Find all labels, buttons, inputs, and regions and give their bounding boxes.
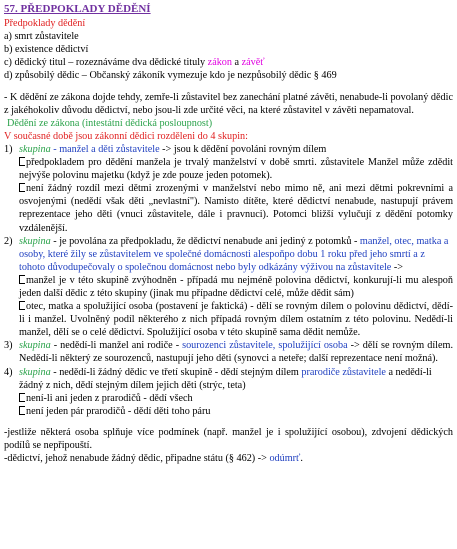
group-number: 2) bbox=[4, 235, 13, 247]
prereq-item-c bbox=[4, 56, 453, 69]
group-rest: -> bbox=[391, 261, 404, 273]
keyword-zakon: zákon bbox=[207, 57, 232, 69]
group-2 bbox=[4, 235, 453, 340]
group-number: 1) bbox=[4, 143, 13, 155]
group-desc: - manžel a děti zůstavitele bbox=[50, 143, 160, 155]
group-4 bbox=[4, 366, 453, 418]
group-1 bbox=[4, 143, 453, 235]
group-desc: manžel, otec, matka a osoby, které žily se zůstavitelem ve společné domácnosti alespoňpo dobu 1 roku před jeho smrtí a z tohoto důvodupečovaly o společnou domácnost nebo byly odkázány výživou na zůstavitele bbox=[19, 235, 449, 273]
group-intro: - nedědí-li manžel ani rodiče - bbox=[50, 340, 183, 352]
keyword-odumrt: odúmrť bbox=[269, 453, 301, 465]
group-note: není-li ani jeden z prarodičů - dědí všech bbox=[19, 392, 453, 405]
group-intro: - nedědí-li žádný dědic ve třetí skupině - dědí stejným dílem bbox=[50, 366, 302, 378]
group-note: není žádný rozdíl mezi dětmi zrozenými v manželství nebo mimo ně, ani mezi dětmi pokrevními a osvojenými (nedědí však děti „nevlastní"). Namisto dítěte, které dědictví nenabude, nastupují právem reprezentace jeho děti (vnuci zůstavitele, dále i pravnuci). Potomci bližší vylučují z dědění potomky vzdálenější. bbox=[19, 183, 453, 234]
prereq-item-c-mid: a bbox=[232, 57, 242, 69]
group-label: skupina bbox=[19, 340, 51, 352]
group-number: 3) bbox=[4, 340, 13, 352]
page-title: 57. PŘEDPOKLADY DĚDĚNÍ bbox=[4, 3, 151, 15]
group-3 bbox=[4, 339, 453, 365]
checkbox-icon bbox=[19, 393, 25, 402]
checkbox-icon bbox=[19, 183, 25, 192]
group-rest: -> dělí se rovným dílem. Nedědí-li některý ze sourozenců, nastupují jeho děti (synovci a neteře; další reprezentace není možná). bbox=[19, 340, 453, 365]
group-rest: -> jsou k dědění povoláni rovným dílem bbox=[159, 143, 327, 155]
group-label: skupina bbox=[19, 235, 51, 247]
group-intro: - je povolána za předpokladu, že dědictví nenabude ani jediný z potomků - bbox=[50, 235, 360, 247]
document bbox=[4, 3, 453, 465]
prereq-item-d: d) způsobilý dědic – Občanský zákoník vymezuje kdo je nezpůsobilý dědic § 469 bbox=[4, 70, 337, 82]
closing-note-1: -jestliže některá osoba splňuje více podmínek (např. manžel je i spolužijící osobou), zdvojení dědických podílů se nepřipouští. bbox=[4, 426, 453, 451]
group-desc: sourozenci zůstavitele, spolužijící osoba bbox=[182, 340, 348, 352]
group-rest: a nedědí-li žádný z nich, dědí stejným dílem jejich děti (strýc, teta) bbox=[19, 366, 432, 391]
intro-paragraph: - K dědění ze zákona dojde tehdy, zemře-li zůstavitel bez zanechání platné závěti, nenabude-li povolaný dědic z jakéhokoliv důvodu dědictví, nebo jsou-li zde určité věci, na které zůstavitel v závěti nepamatoval. bbox=[4, 91, 453, 116]
checkbox-icon bbox=[19, 406, 25, 415]
group-note: není jeden pár prarodičů - dědí děti toho páru bbox=[19, 405, 453, 418]
checkbox-icon bbox=[19, 275, 25, 284]
closing-note-2: -dědictví, jehož nenabude žádný dědic, připadne státu (§ 462) -> odúmrť. bbox=[4, 453, 303, 465]
prereq-item-c-pre: c) dědický titul – rozeznáváme dva dědické tituly bbox=[4, 57, 208, 69]
group-label: skupina bbox=[19, 366, 51, 378]
group-note: otec, matka a spolužijící osoba (postavení je faktická) - dělí se rovným dílem o polovinu dědictví, dědí-li i manžel. Uvolněný podíl některého z nich případá rovným dílem ostatním z této polovinu. Nedědí-li manžel, dělí se o celé dědictví. Spolužijící osoba v této skupině sama dědit nemůže. bbox=[19, 301, 453, 339]
prereq-heading: Předpoklady dědění bbox=[4, 18, 86, 30]
prereq-item-a: a) smrt zůstavitele bbox=[4, 31, 79, 43]
group-label: skupina bbox=[19, 143, 51, 155]
groups-heading: V současné době jsou zákonní dědici rozděleni do 4 skupin: bbox=[4, 130, 248, 142]
group-number: 4) bbox=[4, 366, 13, 378]
checkbox-icon bbox=[19, 157, 25, 166]
keyword-zavet: závěť bbox=[241, 57, 265, 69]
prereq-item-b: b) existence dědictví bbox=[4, 44, 89, 56]
group-note: předpokladem pro dědění manžela je trvalý manželství v době smrti. zůstavitele Manžel může zdědit nejvýše polovinu majetku (když je zde pouze jeden potomek). bbox=[19, 157, 453, 182]
group-note: manžel je v této skupině zvýhodněn - případá mu nejméně polovina dědictví, konkurují-li mu alespoň jeden další dědic z této skupiny (jinak mu případne dědictví celé, může dědit sám) bbox=[19, 274, 453, 299]
checkbox-icon bbox=[19, 301, 25, 310]
intestate-heading: Dědění ze zákona (intestátní dědická posloupnost) bbox=[7, 117, 213, 129]
group-desc: prarodiče zůstavitele bbox=[301, 366, 386, 378]
